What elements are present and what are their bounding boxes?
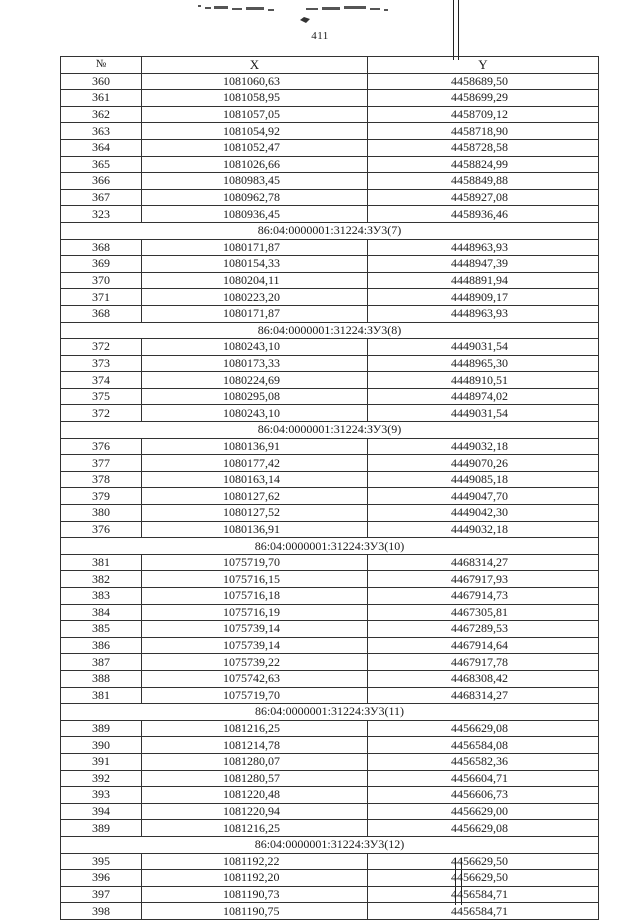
x-coordinate-cell: 1080223,20 bbox=[142, 289, 368, 306]
y-coordinate-cell: 4456629,08 bbox=[368, 720, 599, 737]
y-coordinate-cell: 4456584,71 bbox=[368, 903, 599, 920]
y-coordinate-cell: 4467917,78 bbox=[368, 654, 599, 671]
x-coordinate-cell: 1081026,66 bbox=[142, 156, 368, 173]
point-number-cell: 377 bbox=[61, 455, 142, 472]
y-coordinate-cell: 4467305,81 bbox=[368, 604, 599, 621]
point-number-cell: 372 bbox=[61, 339, 142, 356]
table-row bbox=[61, 886, 599, 903]
table-row bbox=[61, 770, 599, 787]
table-row bbox=[61, 388, 599, 405]
table-row bbox=[61, 687, 599, 704]
plot-title-row bbox=[61, 422, 599, 439]
y-coordinate-cell: 4458689,50 bbox=[368, 73, 599, 90]
y-coordinate-cell: 4458927,08 bbox=[368, 189, 599, 206]
point-number-cell: 367 bbox=[61, 189, 142, 206]
point-number-cell: 370 bbox=[61, 272, 142, 289]
x-coordinate-cell: 1080173,33 bbox=[142, 355, 368, 372]
table-body bbox=[61, 73, 599, 919]
table-row bbox=[61, 206, 599, 223]
x-coordinate-cell: 1081190,75 bbox=[142, 903, 368, 920]
column-header-x: X bbox=[142, 57, 368, 74]
x-coordinate-cell: 1081192,22 bbox=[142, 853, 368, 870]
table-row bbox=[61, 189, 599, 206]
x-coordinate-cell: 1075739,14 bbox=[142, 621, 368, 638]
column-header-y: Y bbox=[368, 57, 599, 74]
table-row bbox=[61, 803, 599, 820]
point-number-cell: 362 bbox=[61, 106, 142, 123]
y-coordinate-cell: 4467914,64 bbox=[368, 637, 599, 654]
y-coordinate-cell: 4448963,93 bbox=[368, 239, 599, 256]
table-row bbox=[61, 505, 599, 522]
x-coordinate-cell: 1081054,92 bbox=[142, 123, 368, 140]
x-coordinate-cell: 1081052,47 bbox=[142, 139, 368, 156]
table-row bbox=[61, 272, 599, 289]
x-coordinate-cell: 1081060,63 bbox=[142, 73, 368, 90]
point-number-cell: 393 bbox=[61, 787, 142, 804]
point-number-cell: 390 bbox=[61, 737, 142, 754]
table-row bbox=[61, 637, 599, 654]
table-row bbox=[61, 554, 599, 571]
y-coordinate-cell: 4449042,30 bbox=[368, 505, 599, 522]
y-coordinate-cell: 4458824,99 bbox=[368, 156, 599, 173]
point-number-cell: 383 bbox=[61, 588, 142, 605]
point-number-cell: 376 bbox=[61, 438, 142, 455]
table-row bbox=[61, 621, 599, 638]
table-row bbox=[61, 604, 599, 621]
table-row bbox=[61, 139, 599, 156]
y-coordinate-cell: 4448974,02 bbox=[368, 388, 599, 405]
table-row bbox=[61, 820, 599, 837]
point-number-cell: 374 bbox=[61, 372, 142, 389]
x-coordinate-cell: 1081280,57 bbox=[142, 770, 368, 787]
y-coordinate-cell: 4449032,18 bbox=[368, 438, 599, 455]
point-number-cell: 323 bbox=[61, 206, 142, 223]
table-row bbox=[61, 90, 599, 107]
coordinates-table bbox=[60, 56, 599, 920]
point-number-cell: 364 bbox=[61, 139, 142, 156]
table-row bbox=[61, 571, 599, 588]
y-coordinate-cell: 4467289,53 bbox=[368, 621, 599, 638]
table-row bbox=[61, 156, 599, 173]
table-row bbox=[61, 305, 599, 322]
y-coordinate-cell: 4458728,58 bbox=[368, 139, 599, 156]
point-number-cell: 396 bbox=[61, 870, 142, 887]
point-number-cell: 376 bbox=[61, 521, 142, 538]
table-row bbox=[61, 73, 599, 90]
x-coordinate-cell: 1080171,87 bbox=[142, 305, 368, 322]
y-coordinate-cell: 4448909,17 bbox=[368, 289, 599, 306]
x-coordinate-cell: 1075716,15 bbox=[142, 571, 368, 588]
point-number-cell: 385 bbox=[61, 621, 142, 638]
point-number-cell: 382 bbox=[61, 571, 142, 588]
x-coordinate-cell: 1080962,78 bbox=[142, 189, 368, 206]
y-coordinate-cell: 4456629,08 bbox=[368, 820, 599, 837]
point-number-cell: 368 bbox=[61, 305, 142, 322]
table-row bbox=[61, 289, 599, 306]
x-coordinate-cell: 1080936,45 bbox=[142, 206, 368, 223]
point-number-cell: 366 bbox=[61, 173, 142, 190]
point-number-cell: 381 bbox=[61, 687, 142, 704]
plot-title-row bbox=[61, 538, 599, 555]
x-coordinate-cell: 1081057,05 bbox=[142, 106, 368, 123]
point-number-cell: 391 bbox=[61, 753, 142, 770]
point-number-cell: 387 bbox=[61, 654, 142, 671]
table-row bbox=[61, 123, 599, 140]
x-coordinate-cell: 1075719,70 bbox=[142, 687, 368, 704]
table-row bbox=[61, 737, 599, 754]
x-coordinate-cell: 1081280,07 bbox=[142, 753, 368, 770]
y-coordinate-cell: 4448963,93 bbox=[368, 305, 599, 322]
plot-title: 86:04:0000001:31224:ЗУ3(7) bbox=[61, 222, 599, 239]
scan-noise-marks bbox=[196, 2, 392, 16]
plot-title: 86:04:0000001:31224:ЗУ3(9) bbox=[61, 422, 599, 439]
margin-rule bbox=[453, 0, 454, 60]
table-row bbox=[61, 372, 599, 389]
x-coordinate-cell: 1080163,14 bbox=[142, 471, 368, 488]
y-coordinate-cell: 4458699,29 bbox=[368, 90, 599, 107]
x-coordinate-cell: 1080154,33 bbox=[142, 256, 368, 273]
y-coordinate-cell: 4456584,08 bbox=[368, 737, 599, 754]
table-row bbox=[61, 488, 599, 505]
stamp-mark bbox=[299, 16, 311, 24]
y-coordinate-cell: 4449070,26 bbox=[368, 455, 599, 472]
x-coordinate-cell: 1081190,73 bbox=[142, 886, 368, 903]
table-row bbox=[61, 853, 599, 870]
point-number-cell: 379 bbox=[61, 488, 142, 505]
point-number-cell: 372 bbox=[61, 405, 142, 422]
table-row bbox=[61, 720, 599, 737]
y-coordinate-cell: 4449047,70 bbox=[368, 488, 599, 505]
point-number-cell: 365 bbox=[61, 156, 142, 173]
x-coordinate-cell: 1081214,78 bbox=[142, 737, 368, 754]
plot-title: 86:04:0000001:31224:ЗУ3(12) bbox=[61, 836, 599, 853]
y-coordinate-cell: 4456582,36 bbox=[368, 753, 599, 770]
point-number-cell: 394 bbox=[61, 803, 142, 820]
table-row bbox=[61, 355, 599, 372]
page-number: 411 bbox=[311, 30, 329, 42]
x-coordinate-cell: 1080127,52 bbox=[142, 505, 368, 522]
y-coordinate-cell: 4448891,94 bbox=[368, 272, 599, 289]
point-number-cell: 360 bbox=[61, 73, 142, 90]
plot-title: 86:04:0000001:31224:ЗУ3(11) bbox=[61, 704, 599, 721]
x-coordinate-cell: 1080243,10 bbox=[142, 405, 368, 422]
table-row bbox=[61, 438, 599, 455]
y-coordinate-cell: 4456629,50 bbox=[368, 870, 599, 887]
x-coordinate-cell: 1075716,19 bbox=[142, 604, 368, 621]
x-coordinate-cell: 1081216,25 bbox=[142, 720, 368, 737]
y-coordinate-cell: 4456604,71 bbox=[368, 770, 599, 787]
y-coordinate-cell: 4456606,73 bbox=[368, 787, 599, 804]
plot-title-row bbox=[61, 222, 599, 239]
y-coordinate-cell: 4458849,88 bbox=[368, 173, 599, 190]
x-coordinate-cell: 1075716,18 bbox=[142, 588, 368, 605]
y-coordinate-cell: 4468314,27 bbox=[368, 687, 599, 704]
y-coordinate-cell: 4468308,42 bbox=[368, 670, 599, 687]
plot-title: 86:04:0000001:31224:ЗУ3(8) bbox=[61, 322, 599, 339]
point-number-cell: 381 bbox=[61, 554, 142, 571]
point-number-cell: 397 bbox=[61, 886, 142, 903]
table-row bbox=[61, 339, 599, 356]
point-number-cell: 389 bbox=[61, 820, 142, 837]
point-number-cell: 380 bbox=[61, 505, 142, 522]
point-number-cell: 369 bbox=[61, 256, 142, 273]
point-number-cell: 371 bbox=[61, 289, 142, 306]
table-row bbox=[61, 903, 599, 920]
point-number-cell: 386 bbox=[61, 637, 142, 654]
y-coordinate-cell: 4456584,71 bbox=[368, 886, 599, 903]
x-coordinate-cell: 1080224,69 bbox=[142, 372, 368, 389]
y-coordinate-cell: 4467917,93 bbox=[368, 571, 599, 588]
y-coordinate-cell: 4467914,73 bbox=[368, 588, 599, 605]
point-number-cell: 398 bbox=[61, 903, 142, 920]
x-coordinate-cell: 1080177,42 bbox=[142, 455, 368, 472]
column-header-number: № bbox=[61, 57, 142, 74]
point-number-cell: 361 bbox=[61, 90, 142, 107]
y-coordinate-cell: 4449031,54 bbox=[368, 405, 599, 422]
x-coordinate-cell: 1080983,45 bbox=[142, 173, 368, 190]
point-number-cell: 378 bbox=[61, 471, 142, 488]
y-coordinate-cell: 4468314,27 bbox=[368, 554, 599, 571]
x-coordinate-cell: 1075742,63 bbox=[142, 670, 368, 687]
table-row bbox=[61, 256, 599, 273]
table-row bbox=[61, 173, 599, 190]
point-number-cell: 395 bbox=[61, 853, 142, 870]
y-coordinate-cell: 4448965,30 bbox=[368, 355, 599, 372]
x-coordinate-cell: 1080136,91 bbox=[142, 521, 368, 538]
table-row bbox=[61, 471, 599, 488]
x-coordinate-cell: 1080243,10 bbox=[142, 339, 368, 356]
plot-title: 86:04:0000001:31224:ЗУ3(10) bbox=[61, 538, 599, 555]
table-row bbox=[61, 753, 599, 770]
x-coordinate-cell: 1075719,70 bbox=[142, 554, 368, 571]
x-coordinate-cell: 1080127,62 bbox=[142, 488, 368, 505]
y-coordinate-cell: 4449031,54 bbox=[368, 339, 599, 356]
table-row bbox=[61, 870, 599, 887]
y-coordinate-cell: 4458709,12 bbox=[368, 106, 599, 123]
point-number-cell: 368 bbox=[61, 239, 142, 256]
point-number-cell: 392 bbox=[61, 770, 142, 787]
y-coordinate-cell: 4449032,18 bbox=[368, 521, 599, 538]
x-coordinate-cell: 1081216,25 bbox=[142, 820, 368, 837]
point-number-cell: 388 bbox=[61, 670, 142, 687]
point-number-cell: 373 bbox=[61, 355, 142, 372]
x-coordinate-cell: 1075739,14 bbox=[142, 637, 368, 654]
plot-title-row bbox=[61, 836, 599, 853]
table-row bbox=[61, 521, 599, 538]
point-number-cell: 375 bbox=[61, 388, 142, 405]
y-coordinate-cell: 4458936,46 bbox=[368, 206, 599, 223]
margin-rule bbox=[458, 0, 459, 60]
x-coordinate-cell: 1080295,08 bbox=[142, 388, 368, 405]
x-coordinate-cell: 1081220,94 bbox=[142, 803, 368, 820]
x-coordinate-cell: 1080171,87 bbox=[142, 239, 368, 256]
y-coordinate-cell: 4449085,18 bbox=[368, 471, 599, 488]
y-coordinate-cell: 4456629,00 bbox=[368, 803, 599, 820]
table-header-row bbox=[61, 57, 599, 74]
table-row bbox=[61, 787, 599, 804]
x-coordinate-cell: 1081058,95 bbox=[142, 90, 368, 107]
table-row bbox=[61, 455, 599, 472]
y-coordinate-cell: 4448910,51 bbox=[368, 372, 599, 389]
table-row bbox=[61, 106, 599, 123]
plot-title-row bbox=[61, 704, 599, 721]
x-coordinate-cell: 1075739,22 bbox=[142, 654, 368, 671]
y-coordinate-cell: 4458718,90 bbox=[368, 123, 599, 140]
point-number-cell: 389 bbox=[61, 720, 142, 737]
table-row bbox=[61, 654, 599, 671]
x-coordinate-cell: 1081220,48 bbox=[142, 787, 368, 804]
x-coordinate-cell: 1080204,11 bbox=[142, 272, 368, 289]
table-row bbox=[61, 239, 599, 256]
table-row bbox=[61, 588, 599, 605]
table-row bbox=[61, 405, 599, 422]
y-coordinate-cell: 4456629,50 bbox=[368, 853, 599, 870]
point-number-cell: 384 bbox=[61, 604, 142, 621]
plot-title-row bbox=[61, 322, 599, 339]
x-coordinate-cell: 1080136,91 bbox=[142, 438, 368, 455]
point-number-cell: 363 bbox=[61, 123, 142, 140]
x-coordinate-cell: 1081192,20 bbox=[142, 870, 368, 887]
y-coordinate-cell: 4448947,39 bbox=[368, 256, 599, 273]
table-row bbox=[61, 670, 599, 687]
